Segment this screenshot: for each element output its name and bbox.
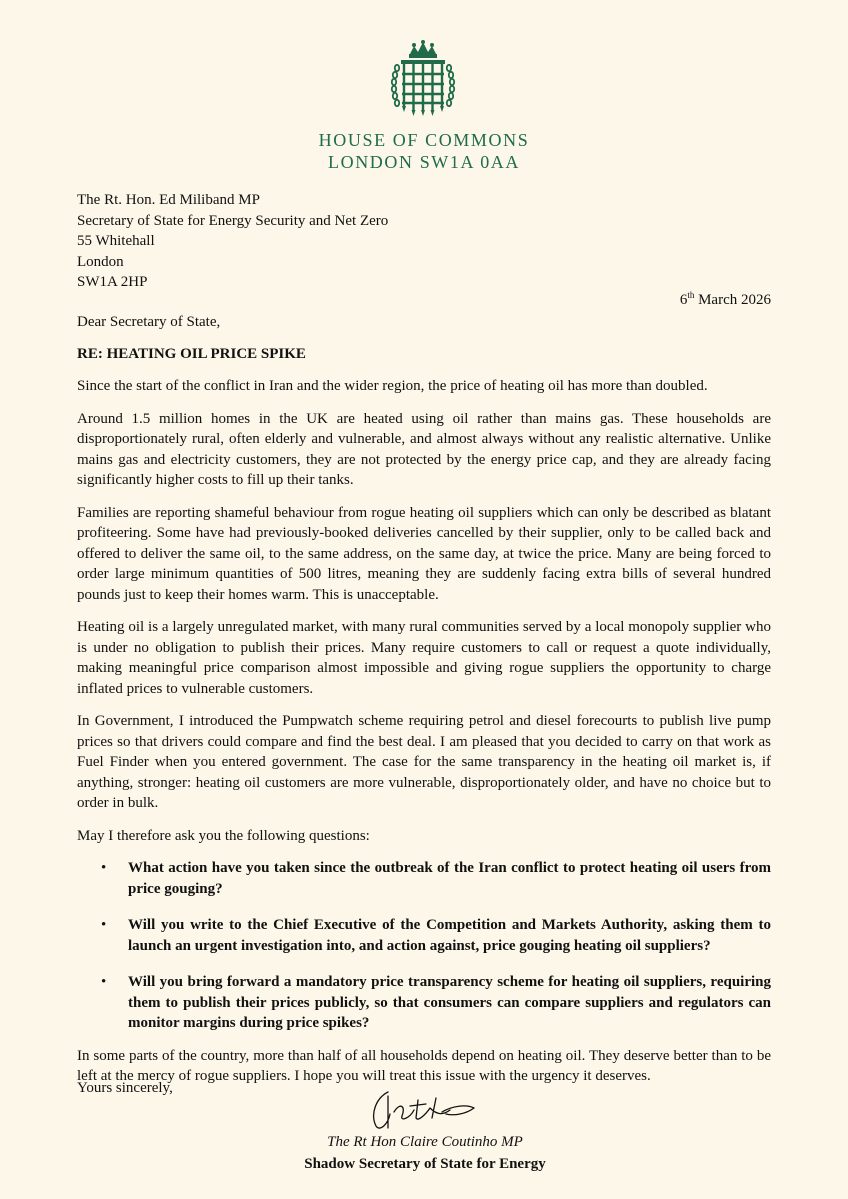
- recipient-postcode: SW1A 2HP: [77, 274, 148, 290]
- date-day: 6: [679, 292, 688, 308]
- list-item: [77, 972, 771, 1034]
- recipient-city: London: [77, 253, 124, 270]
- list-item: [77, 858, 771, 899]
- paragraph-final: In some parts of the country, more than half of all households depend on heating oil. They deserve better than to be left at the mercy of rogue suppliers. I hope you will treat this issue with the urgency it deserves.: [77, 1047, 771, 1084]
- recipient-street: 55 Whitehall: [77, 233, 155, 249]
- question-text: What action have you taken since the outbreak of the Iran conflict to protect heating oil users from price gouging?: [128, 860, 771, 897]
- paragraph-questions-intro: May I therefore ask you the following questions:: [77, 827, 370, 844]
- closing: Yours sincerely,: [77, 1080, 173, 1096]
- questions-list: [77, 858, 771, 1034]
- letter-body: [77, 376, 771, 1099]
- recipient-address: [77, 190, 388, 293]
- date-month-year: March 2026: [694, 292, 771, 308]
- bullet-icon: •: [101, 974, 107, 990]
- question-text: Will you bring forward a mandatory price transparency scheme for heating oil suppliers, requiring them to publish their prices publicly, so that consumers can compare suppliers and regulators can monitor margins during price spikes?: [128, 974, 771, 1031]
- letterhead-title: HOUSE OF COMMONS: [318, 130, 530, 150]
- signer-title: [0, 1156, 848, 1173]
- signer-title-text: Shadow Secretary of State for Energy: [304, 1156, 546, 1172]
- recipient-name: The Rt. Hon. Ed Miliband MP: [77, 192, 260, 208]
- signer-name: [0, 1134, 848, 1151]
- recipient-title: Secretary of State for Energy Security and Net Zero: [77, 212, 389, 229]
- salutation: Dear Secretary of State,: [77, 314, 221, 330]
- question-text: Will you write to the Chief Executive of the Competition and Markets Authority, asking them to launch an urgent investigation into, and action against, price gouging heating oil suppliers?: [128, 917, 771, 954]
- signature-icon: [366, 1088, 482, 1132]
- letter-date: [680, 290, 771, 309]
- paragraph-profiteering: Families are reporting shameful behaviour from rogue heating oil suppliers which can only be described as blatant profiteering. Some have had previously-booked deliveries cancelled by their supplier, only to be called back and offered to deliver the same oil, to the same address, on the same day, at twice the price. Many are being forced to order large minimum quantities of 500 litres, meaning they are suddenly facing extra bills of several hundred pounds just to keep their homes warm. This is unacceptable.: [77, 504, 771, 603]
- bullet-icon: •: [101, 917, 107, 933]
- signer-name-text: The Rt Hon Claire Coutinho MP: [327, 1134, 523, 1150]
- bullet-icon: •: [101, 860, 107, 876]
- paragraph-intro: Since the start of the conflict in Iran and the wider region, the price of heating oil has more than doubled.: [77, 378, 708, 394]
- subject-line: RE: HEATING OIL PRICE SPIKE: [77, 346, 306, 362]
- paragraph-households: Around 1.5 million homes in the UK are heated using oil rather than mains gas. These households are disproportionately rural, often elderly and vulnerable, and almost always without any realistic alternative. Unlike mains gas and electricity customers, they are not protected by the energy price cap, and they are already facing significantly higher costs to fill up their tanks.: [77, 410, 771, 488]
- list-item: [77, 915, 771, 956]
- paragraph-market: Heating oil is a largely unregulated market, with many rural communities served by a local monopoly supplier who is under no obligation to publish their prices. Many require customers to call or request a quote individually, making meaningful price comparison almost impossible and giving rogue suppliers the opportunity to charge inflated prices to vulnerable customers.: [77, 619, 771, 697]
- portcullis-crest-icon: [388, 40, 458, 118]
- paragraph-pumpwatch: In Government, I introduced the Pumpwatch scheme requiring petrol and diesel forecourts to publish live pump prices so that drivers could compare and find the best deal. I am pleased that you decided to carry on that work as Fuel Finder when you entered government. The case for the same transparency in the heating oil market is, if anything, stronger: heating oil customers are more vulnerable, disproportionately older, and have no choice but to order in bulk.: [77, 713, 771, 811]
- date-suffix: th: [687, 290, 695, 300]
- letterhead-address: LONDON SW1A 0AA: [328, 152, 520, 172]
